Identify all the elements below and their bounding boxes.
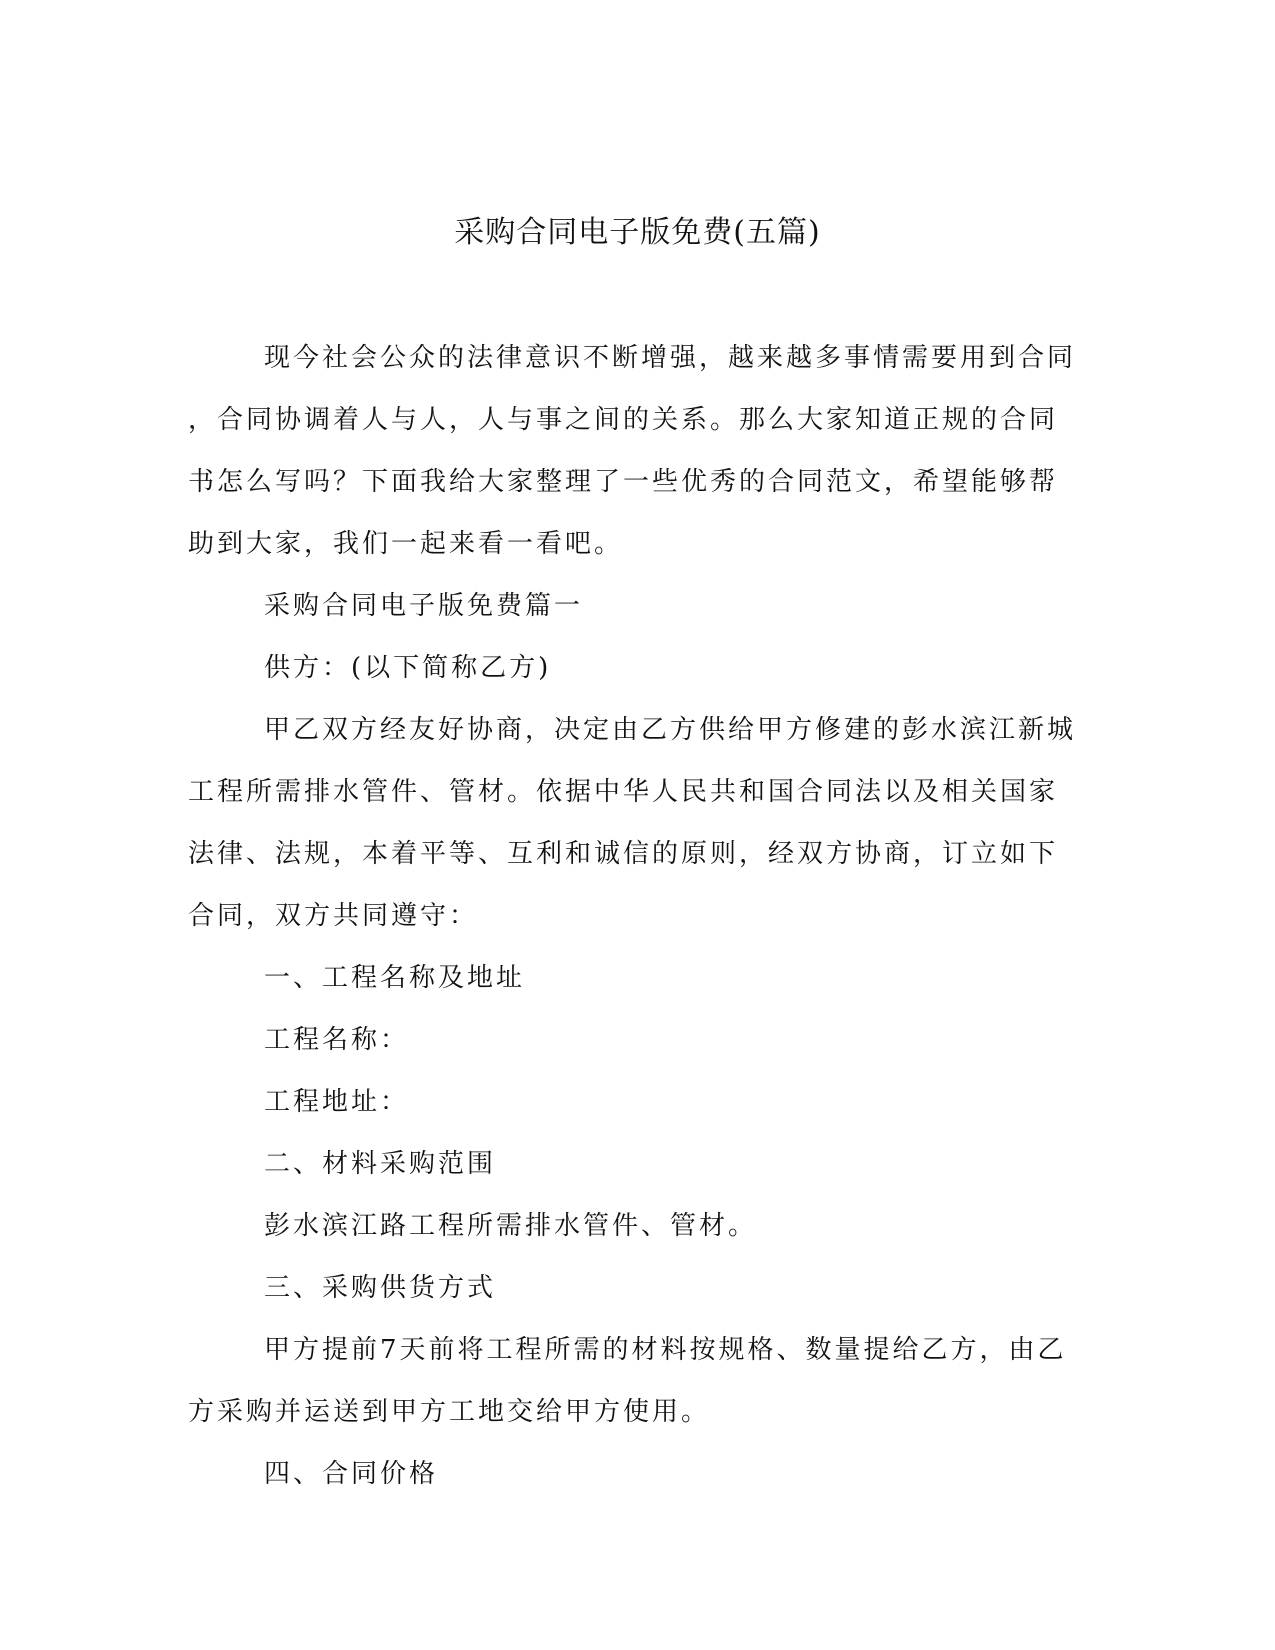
intro-line: 助到大家，我们一起来看一看吧。 bbox=[188, 529, 624, 559]
project-name-label: 工程名称： bbox=[264, 1025, 410, 1055]
clause3-heading: 三、采购供货方式 bbox=[264, 1273, 497, 1303]
clause3-line: 甲方提前7天前将工程所需的材料按规格、数量提给乙方，由乙 bbox=[264, 1335, 1067, 1365]
agreement-line: 合同，双方共同遵守： bbox=[188, 901, 479, 931]
intro-line: 现今社会公众的法律意识不断增强，越来越多事情需要用到合同 bbox=[264, 343, 1077, 373]
clause4-heading: 四、合同价格 bbox=[264, 1459, 439, 1489]
clause1-heading: 一、工程名称及地址 bbox=[264, 963, 526, 993]
document-title: 采购合同电子版免费(五篇) bbox=[454, 215, 821, 250]
clause1-heading-paragraph bbox=[188, 947, 1078, 1009]
project-address-paragraph bbox=[188, 1071, 1078, 1133]
intro-line: 书怎么写吗？下面我给大家整理了一些优秀的合同范文，希望能够帮 bbox=[188, 467, 1059, 497]
clause2-text: 彭水滨江路工程所需排水管件、管材。 bbox=[264, 1211, 758, 1241]
document-body bbox=[188, 327, 1078, 1505]
project-address-label: 工程地址： bbox=[264, 1087, 410, 1117]
clause2-text-paragraph bbox=[188, 1195, 1078, 1257]
section-heading: 采购合同电子版免费篇一 bbox=[264, 591, 584, 621]
clause2-heading-paragraph bbox=[188, 1133, 1078, 1195]
agreement-paragraph bbox=[188, 699, 1078, 947]
clause3-line: 方采购并运送到甲方工地交给甲方使用。 bbox=[188, 1397, 711, 1427]
clause4-heading-paragraph bbox=[188, 1443, 1078, 1505]
agreement-line: 法律、法规，本着平等、互利和诚信的原则，经双方协商，订立如下 bbox=[188, 839, 1059, 869]
intro-paragraph bbox=[188, 327, 1078, 575]
section-heading-paragraph bbox=[188, 575, 1078, 637]
supplier-paragraph bbox=[188, 637, 1078, 699]
clause3-paragraph bbox=[188, 1319, 1078, 1443]
agreement-line: 工程所需排水管件、管材。依据中华人民共和国合同法以及相关国家 bbox=[188, 777, 1059, 807]
supplier-line: 供方：(以下简称乙方) bbox=[264, 653, 552, 683]
clause3-heading-paragraph bbox=[188, 1257, 1078, 1319]
clause2-heading: 二、材料采购范围 bbox=[264, 1149, 497, 1179]
project-name-paragraph bbox=[188, 1009, 1078, 1071]
agreement-line: 甲乙双方经友好协商，决定由乙方供给甲方修建的彭水滨江新城 bbox=[264, 715, 1077, 745]
intro-line: ，合同协调着人与人，人与事之间的关系。那么大家知道正规的合同 bbox=[188, 405, 1059, 435]
